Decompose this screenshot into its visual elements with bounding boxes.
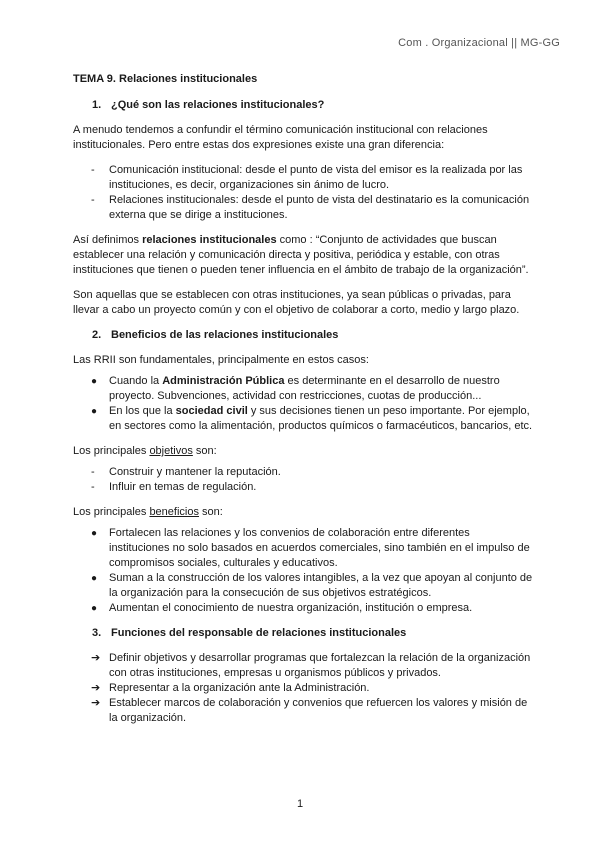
list-item: ● Suman a la construcción de los valores intangibles, a la vez que apoyan al conjunto de la organización para la consecución de sus objetivos estratégicos. [73, 571, 533, 601]
dash-marker: - [91, 481, 95, 493]
dash-marker: - [91, 164, 95, 176]
list-item: ● Fortalecen las relaciones y los convenios de colaboración entre diferentes instituciones no solo basados en acuerdos comerciales, sino también en el impulso de compromisos sociales, culturales y educativos. [73, 526, 533, 571]
bullet-marker: ● [91, 376, 98, 387]
bullet-list [73, 526, 533, 616]
section-title: Funciones del responsable de relaciones institucionales [111, 627, 407, 639]
arrow-list [73, 651, 533, 726]
objectives-intro: Los principales objetivos son: [73, 445, 217, 457]
bullet-marker: ● [91, 528, 98, 539]
bullet-marker: ● [91, 603, 98, 614]
arrow-icon: ➔ [91, 682, 101, 694]
document-title: TEMA 9. Relaciones institucionales [73, 73, 258, 85]
page-number: 1 [296, 798, 304, 810]
section-1-heading [73, 98, 533, 113]
list-item: ● Cuando la Administración Pública es determinante en el desarrollo de nuestro proyecto. Subvenciones, actividad con restricciones, cuotas de producción... [73, 374, 533, 404]
dash-list [73, 163, 533, 223]
bullet-marker: ● [91, 573, 98, 584]
list-item: - Relaciones institucionales: desde el punto de vista del destinatario es la comunicación externa que se dirige a instituciones. [73, 193, 533, 223]
bullet-list [73, 374, 533, 434]
arrow-icon: ➔ [91, 697, 101, 709]
section-number: 1. [92, 99, 102, 111]
list-item: - Influir en temas de regulación. [73, 480, 533, 495]
section-number: 2. [92, 329, 102, 341]
arrow-icon: ➔ [91, 652, 101, 664]
dash-list [73, 465, 533, 495]
paragraph: A menudo tendemos a confundir el término comunicación institucional con relaciones institucionales. Pero entre estas dos expresiones existe una gran diferencia: [73, 124, 488, 151]
page-header: Com . Organizacional || MG-GG [398, 37, 560, 49]
list-item: ● Aumentan el conocimiento de nuestra organización, institución o empresa. [73, 601, 533, 616]
paragraph: Las RRII son fundamentales, principalmente en estos casos: [73, 354, 369, 366]
definition-paragraph: Así definimos relaciones institucionales como : “Conjunto de actividades que buscan establecer una relación y comunicación directa y positiva, periódica y estable, con otras instituciones que tienen o pueden tener influencia en el ámbito de trabajo de la organización”. [73, 234, 529, 276]
section-title: ¿Qué son las relaciones institucionales? [111, 99, 325, 111]
section-3-heading [73, 626, 533, 641]
dash-marker: - [91, 194, 95, 206]
list-item: ● En los que la sociedad civil y sus decisiones tienen un peso importante. Por ejemplo, en sectores como la alimentación, productos químicos o farmacéuticos, bancarios, etc. [73, 404, 533, 434]
section-title: Beneficios de las relaciones institucionales [111, 329, 339, 341]
list-item: ➔ Definir objetivos y desarrollar programas que fortalezcan la relación de la organización con otras instituciones, empresas u organismos públicos y privados. [73, 651, 533, 681]
section-number: 3. [92, 627, 102, 639]
benefits-intro: Los principales beneficios son: [73, 506, 223, 518]
list-item: ➔ Representar a la organización ante la Administración. [73, 681, 533, 696]
dash-marker: - [91, 466, 95, 478]
paragraph: Son aquellas que se establecen con otras instituciones, ya sean públicas o privadas, para llevar a cabo un proyecto común y con el objetivo de colaborar a corto, medio y largo plazo. [73, 289, 520, 316]
bullet-marker: ● [91, 406, 98, 417]
list-item: - Comunicación institucional: desde el punto de vista del emisor es la realizada por las instituciones, es decir, organizaciones sin ánimo de lucro. [73, 163, 533, 193]
page-content [73, 72, 533, 736]
list-item: - Construir y mantener la reputación. [73, 465, 533, 480]
section-2-heading [73, 328, 533, 343]
list-item: ➔ Establecer marcos de colaboración y convenios que refuercen los valores y misión de la organización. [73, 696, 533, 726]
